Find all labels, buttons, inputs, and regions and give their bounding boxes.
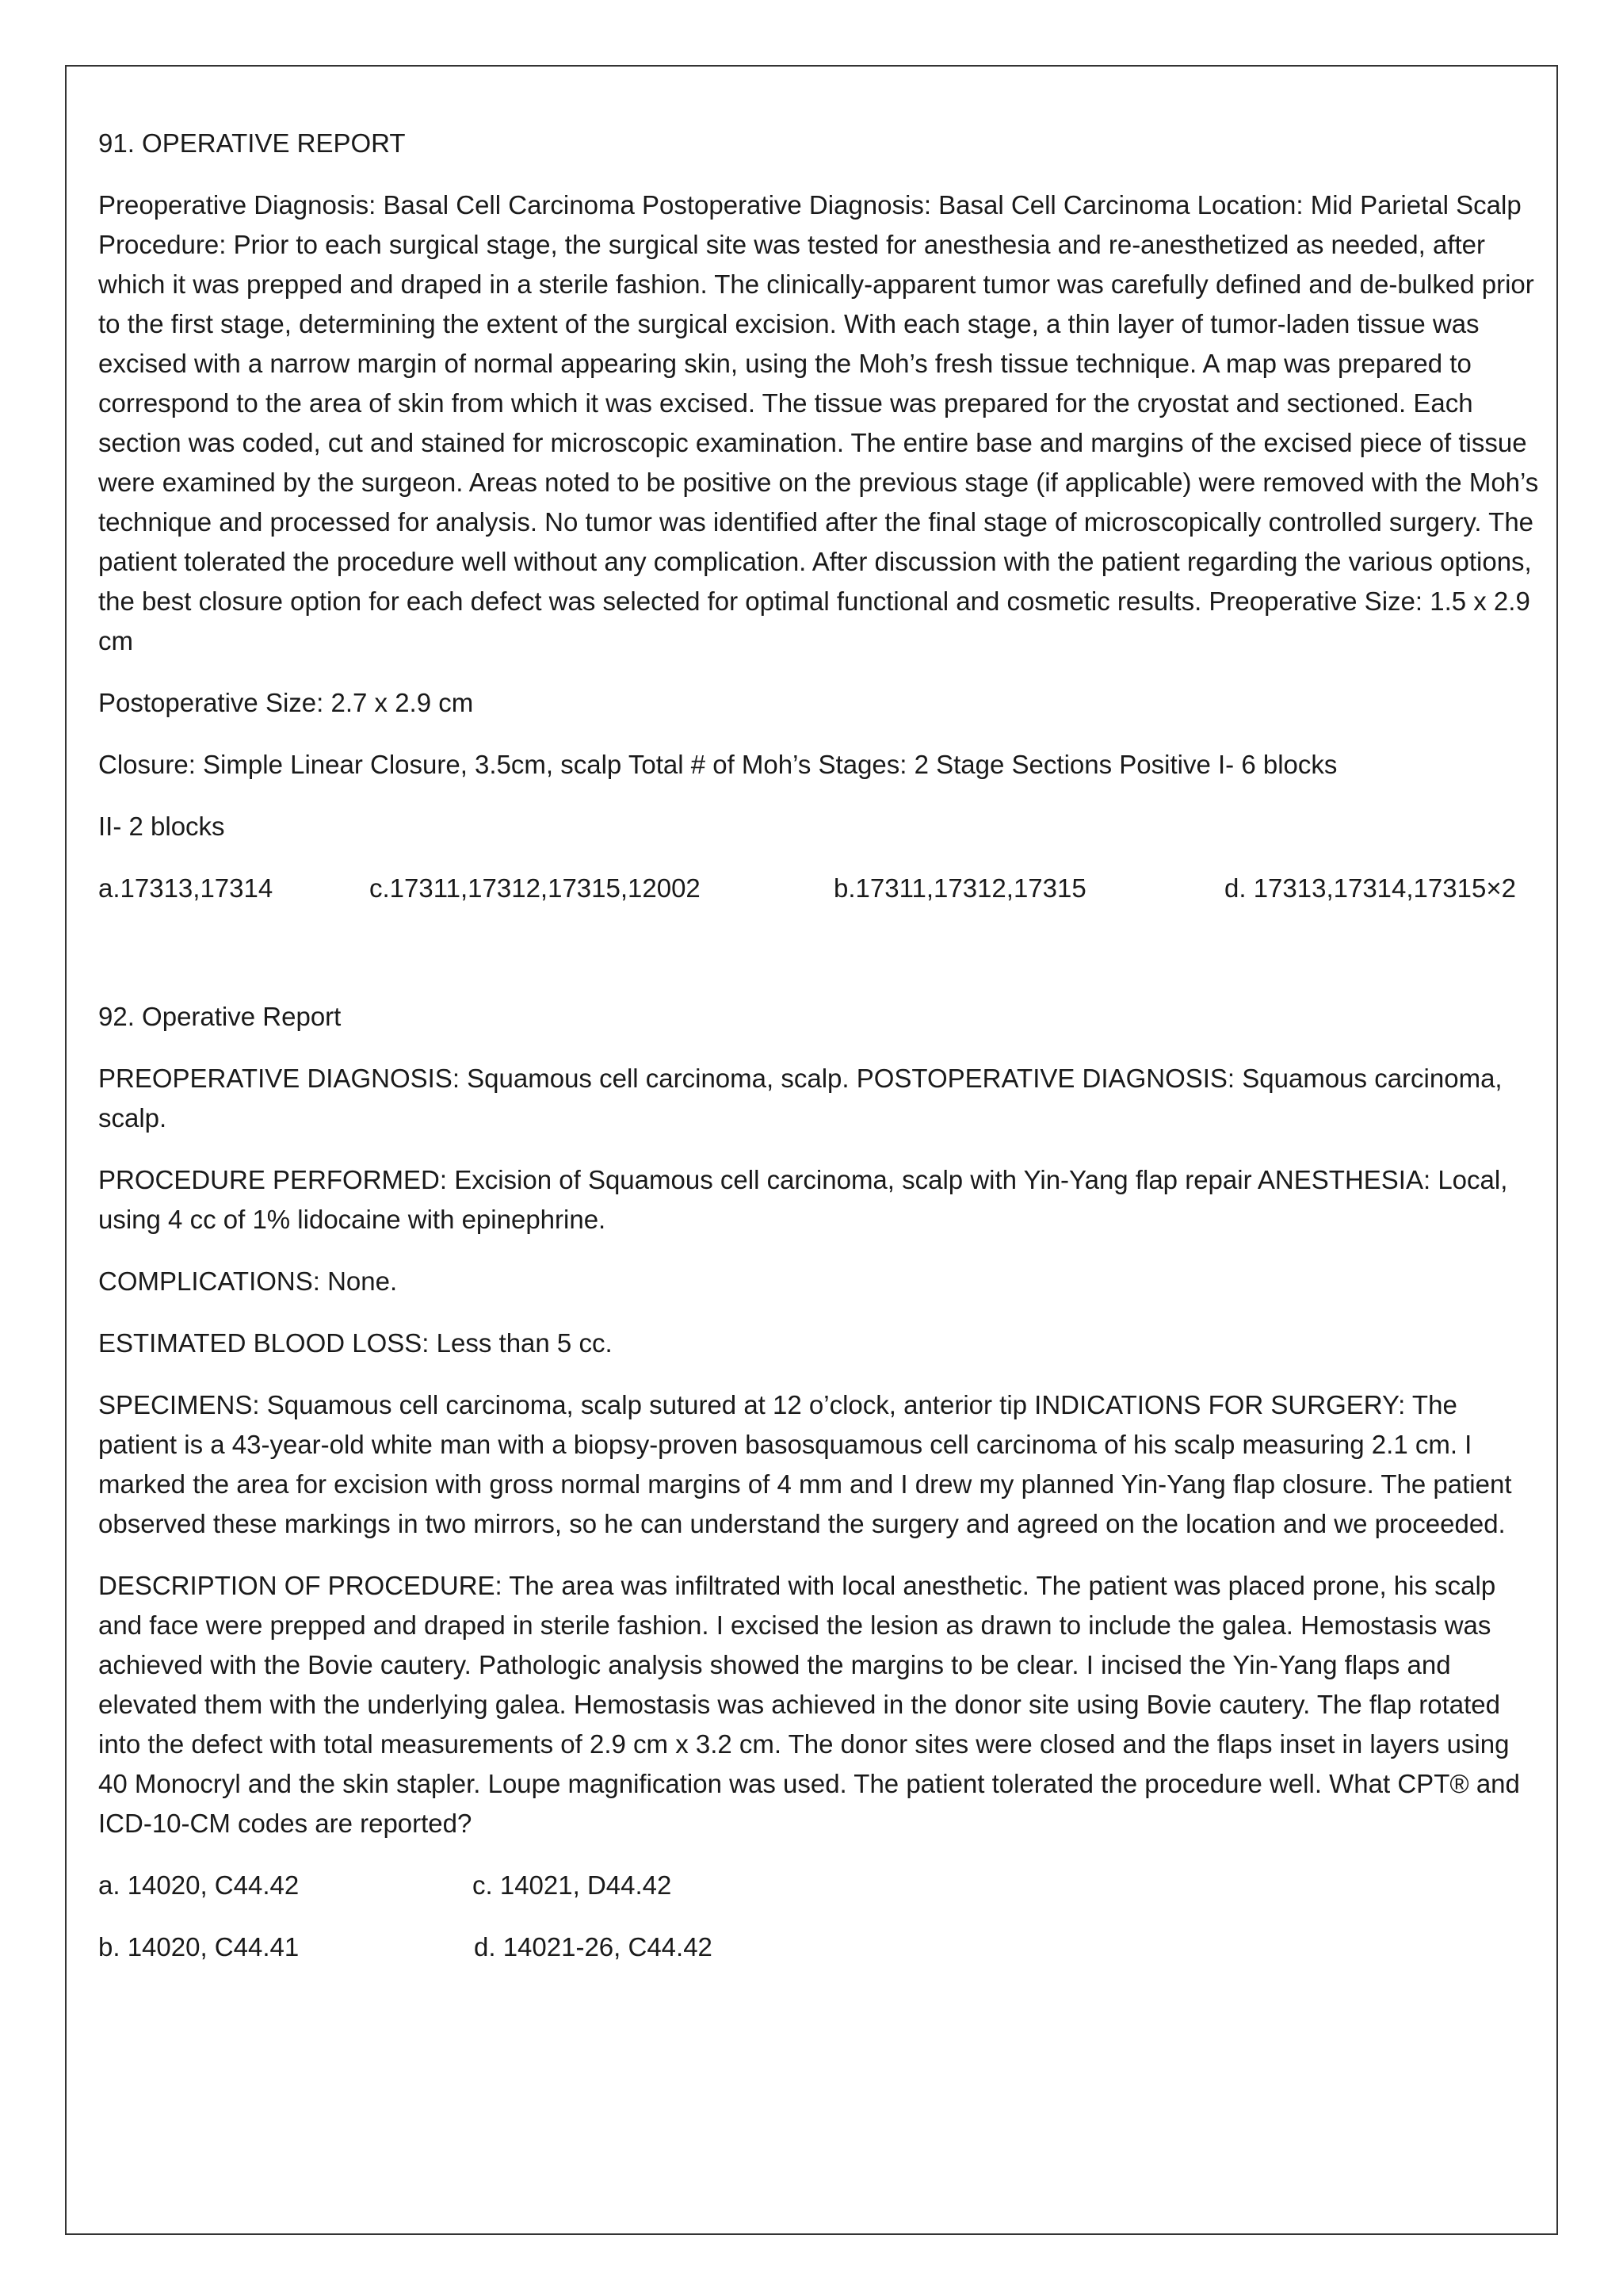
question-91-option-a: a.17313,17314 [98,873,273,903]
question-91-closure: Closure: Simple Linear Closure, 3.5cm, scalp Total # of Moh’s Stages: 2 Stage Sections Positive I- 6 blocks [98,750,1338,779]
question-92-specimens: SPECIMENS: Squamous cell carcinoma, scalp sutured at 12 o’clock, anterior tip INDICATIONS FOR SURGERY: The patient is a 43-year-old white man with a biopsy-proven basosquamous cell carcinoma of his scalp measuring 2.1 cm. I marked the area for excision with gross normal margins of 4 mm and I drew my planned Yin-Yang flap closure. The patient observed these markings in two mirrors, so he can understand the surgery and agreed on the location and we proceeded. [98,1390,1512,1538]
question-91-option-b: b.17311,17312,17315 [834,873,1086,903]
question-92-title: 92. Operative Report [98,1002,342,1031]
question-91-options [98,869,1541,908]
question-92-blood-loss: ESTIMATED BLOOD LOSS: Less than 5 cc. [98,1328,613,1358]
question-92-procedure: PROCEDURE PERFORMED: Excision of Squamous cell carcinoma, scalp with Yin-Yang flap repair ANESTHESIA: Local, using 4 cc of 1% lidocaine with epinephrine. [98,1165,1508,1234]
question-92-diagnosis: PREOPERATIVE DIAGNOSIS: Squamous cell carcinoma, scalp. POSTOPERATIVE DIAGNOSIS: Squamous carcinoma, scalp. [98,1064,1503,1133]
document-body [98,124,1541,1989]
question-91-stage-two: II- 2 blocks [98,812,225,841]
question-92-options-row-2 [98,1927,1541,1967]
question-92-option-a: a. 14020, C44.42 [98,1870,300,1900]
question-92-option-d: d. 14021-26, C44.42 [474,1932,712,1962]
question-92-complications: COMPLICATIONS: None. [98,1266,398,1296]
question-92-description: DESCRIPTION OF PROCEDURE: The area was infiltrated with local anesthetic. The patient was placed prone, his scalp and face were prepped and draped in sterile fashion. I excised the lesion as drawn to include the galea. Hemostasis was achieved with the Bovie cautery. Pathologic analysis showed the margins to be clear. I incised the Yin-Yang flaps and elevated them with the underlying galea. Hemostasis was achieved in the donor site using Bovie cautery. The flap rotated into the defect with total measurements of 2.9 cm x 3.2 cm. The donor sites were closed and the flaps inset in layers using 40 Monocryl and the skin stapler. Loupe magnification was used. The patient tolerated the procedure well. What CPT® and ICD-10-CM codes are reported? [98,1571,1520,1838]
question-91-option-c: c.17311,17312,17315,12002 [369,873,701,903]
question-91-body: Preoperative Diagnosis: Basal Cell Carcinoma Postoperative Diagnosis: Basal Cell Carcinoma Location: Mid Parietal Scalp Procedure: Prior to each surgical stage, the surgical site was tested for anesthesia and re-anesthetized as needed, after which it was prepped and draped in a sterile fashion. The clinically-apparent tumor was carefully defined and de-bulked prior to the first stage, determining the extent of the surgical excision. With each stage, a thin layer of tumor-laden tissue was excised with a narrow margin of normal appearing skin, using the Moh’s fresh tissue technique. A map was prepared to correspond to the area of skin from which it was excised. The tissue was prepared for the cryostat and sectioned. Each section was coded, cut and stained for microscopic examination. The entire base and margins of the excised piece of tissue were examined by the surgeon. Areas noted to be positive on the previous stage (if applicable) were removed with the Moh’s technique and processed for analysis. No tumor was identified after the final stage of microscopically controlled surgery. The patient tolerated the procedure well without any complication. After discussion with the patient regarding the various options, the best closure option for each defect was selected for optimal functional and cosmetic results. Preoperative Size: 1.5 x 2.9 cm [98,190,1539,655]
question-92-options-row-1 [98,1866,1541,1905]
question-92-option-c: c. 14021, D44.42 [472,1870,672,1900]
question-91-option-d: d. 17313,17314,17315×2 [1224,873,1516,903]
question-92-option-b: b. 14020, C44.41 [98,1932,300,1962]
section-spacer [98,930,1541,997]
question-91-title: 91. OPERATIVE REPORT [98,128,406,158]
question-91-postop-size: Postoperative Size: 2.7 x 2.9 cm [98,688,474,717]
